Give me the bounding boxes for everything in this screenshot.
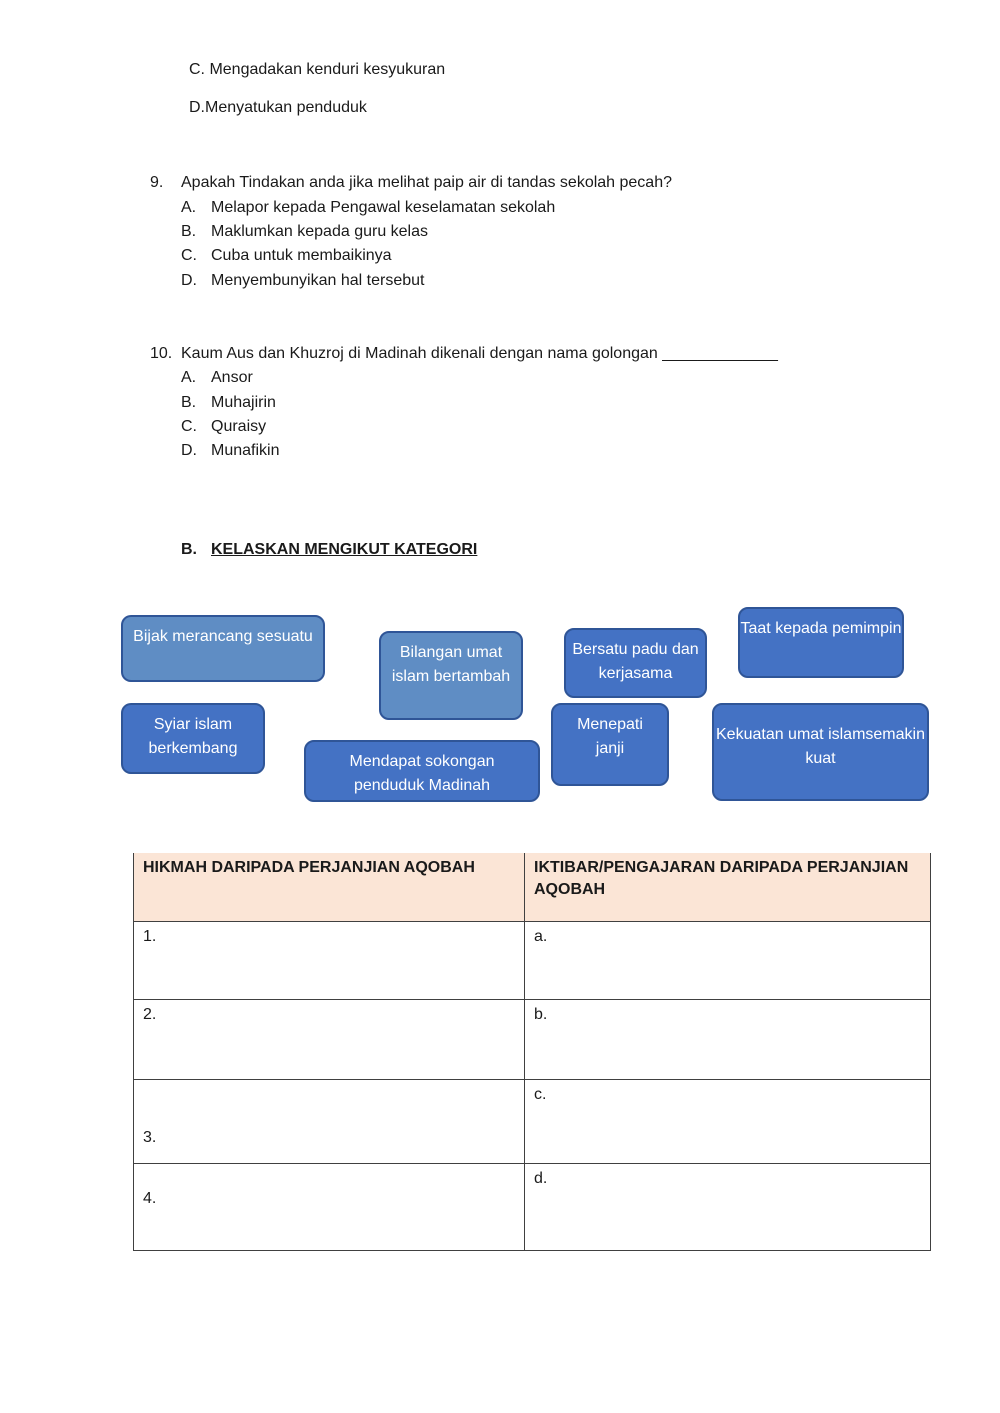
section-b-title (211, 541, 477, 559)
table-row (134, 921, 931, 999)
table-header-row (134, 853, 931, 921)
option-d-letter: D. (181, 272, 197, 289)
iktibar-drop-cell-c[interactable]: c. (525, 1079, 931, 1163)
option-c-text: Quraisy (211, 418, 267, 435)
option-b-text: Muhajirin (211, 394, 276, 411)
hikmah-drop-cell-1[interactable]: 1. (134, 921, 525, 999)
option-d-letter: D. (181, 442, 197, 459)
section-b-letter: B. (181, 541, 197, 558)
option-a-letter: A. (181, 199, 197, 216)
card-bilangan-umat[interactable]: Bilangan umat islam bertambah (379, 631, 523, 720)
option-b-letter: B. (181, 394, 197, 411)
option-b-text: Maklumkan kepada guru kelas (211, 223, 429, 240)
question-text: Apakah Tindakan anda jika melihat paip air di tandas sekolah pecah? (181, 174, 672, 191)
option-a-text: Melapor kepada Pengawal keselamatan sekolah (211, 199, 556, 216)
option-a-text: Ansor (211, 369, 253, 386)
header-hikmah: HIKMAH DARIPADA PERJANJIAN AQOBAH (134, 853, 525, 921)
q8-option-d: D.Menyatukan penduduk (189, 99, 367, 116)
card-bersatu-padu[interactable]: Bersatu padu dan kerjasama (564, 628, 707, 698)
option-c-letter: C. (181, 247, 197, 264)
card-bijak-merancang[interactable]: Bijak merancang sesuatu (121, 615, 325, 682)
table-row (134, 1163, 931, 1250)
table-row (134, 999, 931, 1079)
card-menepati-janji[interactable]: Menepati janji (551, 703, 669, 786)
classification-table (133, 853, 931, 1251)
option-a-letter: A. (181, 369, 197, 386)
table-row (134, 1079, 931, 1163)
option-d-text: Munafikin (211, 442, 280, 459)
card-sokongan-madinah[interactable]: Mendapat sokongan penduduk Madinah (304, 740, 540, 802)
card-syiar-islam[interactable]: Syiar islam berkembang (121, 703, 265, 774)
section-b-title-text: KELASKAN MENGIKUT KATEGORI (211, 541, 478, 558)
option-c-letter: C. (181, 418, 197, 435)
iktibar-drop-cell-b[interactable]: b. (525, 999, 931, 1079)
option-d-text: Menyembunyikan hal tersebut (211, 272, 425, 289)
hikmah-drop-cell-4[interactable]: 4. (134, 1163, 525, 1250)
question-number: 10. (150, 345, 173, 362)
hikmah-drop-cell-2[interactable]: 2. (134, 999, 525, 1079)
hikmah-drop-cell-3[interactable]: 3. (134, 1079, 525, 1163)
card-taat-pemimpin[interactable]: Taat kepada pemimpin (738, 607, 904, 678)
question-text: Kaum Aus dan Khuzroj di Madinah dikenali dengan nama golongan _____________ (181, 345, 778, 362)
q8-option-c: C. Mengadakan kenduri kesyukuran (189, 61, 446, 78)
option-c-text: Cuba untuk membaikinya (211, 247, 392, 264)
header-iktibar: IKTIBAR/PENGAJARAN DARIPADA PERJANJIAN AQOBAH (525, 853, 931, 921)
iktibar-drop-cell-d[interactable]: d. (525, 1163, 931, 1250)
question-number: 9. (150, 174, 164, 191)
iktibar-drop-cell-a[interactable]: a. (525, 921, 931, 999)
card-kekuatan-umat[interactable]: Kekuatan umat islamsemakin kuat (712, 703, 929, 801)
option-b-letter: B. (181, 223, 197, 240)
